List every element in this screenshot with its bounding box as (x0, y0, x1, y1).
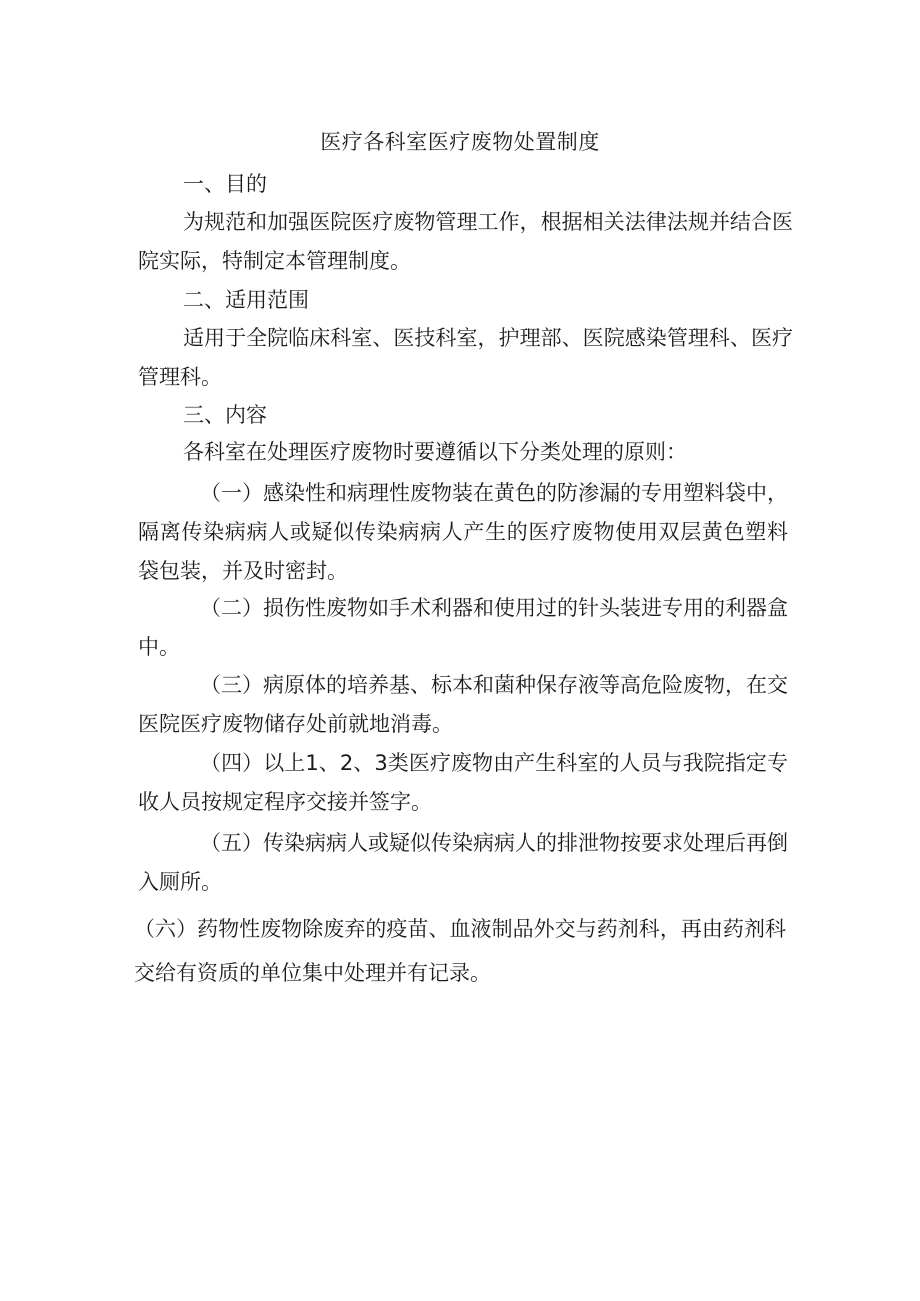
content-item-4: （四）以上1、2、3类医疗废物由产生科室的人员与我院指定专收人员按规定程序交接并签字。 (138, 751, 788, 814)
section-text-purpose: 为规范和加强医院医疗废物管理工作，根据相关法律法规并结合医院实际，特制定本管理制度。 (138, 210, 793, 273)
section-heading-scope: 二、适用范围 (183, 288, 309, 312)
document-title: 医疗各科室医疗废物处置制度 (320, 130, 600, 154)
content-item-2: （二）损伤性废物如手术利器和使用过的针头装进专用的利器盒中。 (138, 596, 788, 659)
section-text-scope: 适用于全院临床科室、医技科室，护理部、医院感染管理科、医疗管理科。 (138, 326, 793, 389)
content-item-3: （三）病原体的培养基、标本和菌种保存液等高危险废物，在交医院医疗废物储存处前就地消毒。 (138, 673, 788, 736)
section-heading-content: 三、内容 (183, 403, 267, 427)
section-heading-purpose: 一、目的 (183, 172, 267, 196)
content-item-5: （五）传染病病人或疑似传染病病人的排泄物按要求处理后再倒入厕所。 (138, 831, 788, 894)
content-item-1: （一）感染性和病理性废物装在黄色的防渗漏的专用塑料袋中，隔离传染病病人或疑似传染病病人产生的医疗废物使用双层黄色塑料袋包装，并及时密封。 (138, 481, 788, 583)
section-content-intro: 各科室在处理医疗废物时要遵循以下分类处理的原则： (183, 440, 687, 464)
content-item-6: （六）药物性废物除废弃的疫苗、血液制品外交与药剂科，再由药剂科交给有资质的单位集中处理并有记录。 (134, 917, 786, 985)
